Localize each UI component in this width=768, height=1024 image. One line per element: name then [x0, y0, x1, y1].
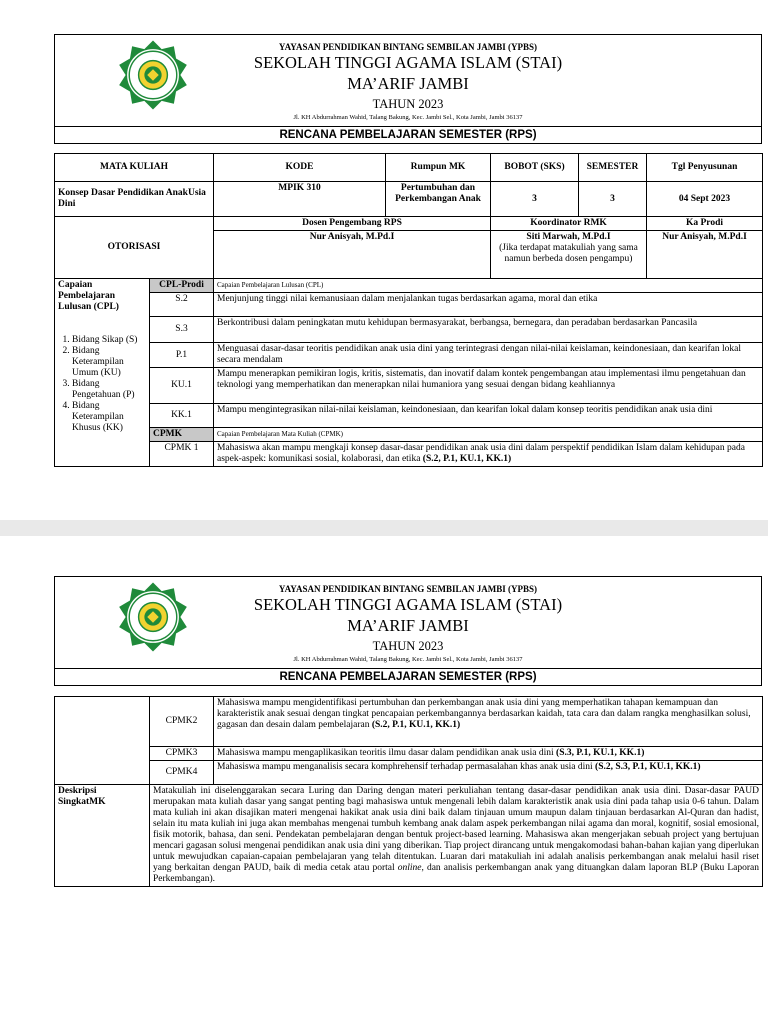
- address: Jl. KH Abdurrahman Wahid, Talang Bakung, Kec. Jambi Sel., Kota Jambi, Jambi 36137: [293, 656, 523, 663]
- deskripsi-label: Deskripsi SingkatMK: [55, 785, 150, 887]
- course-rumpun: Pertumbuhan dan Perkembangan Anak: [386, 182, 491, 217]
- koordinator-cell: [491, 231, 647, 279]
- cpl-text: Mampu mengintegrasikan nilai-nilai keislaman, keindonesiaan, dan kearifan lokal dalam konsep teoritis pendidikan anak usia dini: [214, 404, 763, 428]
- cpl-code: S.2: [150, 293, 214, 317]
- year-label: TAHUN 2023: [372, 639, 444, 653]
- cpl-text: Menguasai dasar-dasar teoritis pendidikan anak usia dini yang terintegrasi dengan nilai-nilai keislaman, keindonesiaan, dan kearifan lokal secara mendalam: [214, 343, 763, 368]
- bidang-item: 3. Bidang Pengetahuan (P): [72, 379, 146, 401]
- cpl-prodi-desc: Capaian Pembelajaran Lulusan (CPL): [214, 279, 763, 293]
- cpmk-label: CPMK: [150, 428, 214, 442]
- course-date: 04 Sept 2023: [647, 182, 763, 217]
- header-kode: KODE: [214, 154, 386, 182]
- cpmk-text-cell: [214, 761, 763, 785]
- cpmk-code: CPMK3: [150, 747, 214, 761]
- foundation-name: YAYASAN PENDIDIKAN BINTANG SEMBILAN JAMBI (YPBS): [278, 584, 538, 594]
- bidang-item: 1. Bidang Sikap (S): [72, 335, 146, 346]
- cpl-text: Menjunjung tinggi nilai kemanusiaan dalam menjalankan tugas berdasarkan agama, moral dan etika: [214, 293, 763, 317]
- dosen-name: Nur Anisyah, M.Pd.I: [214, 231, 491, 279]
- otorisasi-label: OTORISASI: [55, 217, 214, 279]
- empty-cell: [55, 697, 150, 785]
- koordinator-name: Siti Marwah, M.Pd.I: [526, 232, 611, 242]
- deskripsi-end: , dan analisis perkembangan anak yang dituangkan dalam laporan BLP (Buku Laporan Perkembangan).: [153, 863, 759, 884]
- school-subname: MA’ARIF JAMBI: [347, 616, 469, 635]
- course-code: MPIK 310: [214, 182, 386, 217]
- school-subname: MA’ARIF JAMBI: [347, 74, 469, 93]
- cpl-text: Mampu menerapkan pemikiran logis, kritis, sistematis, dan inovatif dalam kontek pengembangan atau implementasi ilmu pengetahuan dan teknologi yang memperhatikan dan menerapkan nilai humaniora yang sesuai dengan bidang keahliannya: [214, 368, 763, 404]
- foundation-name: YAYASAN PENDIDIKAN BINTANG SEMBILAN JAMBI (YPBS): [278, 42, 538, 52]
- cpl-prodi-label: CPL-Prodi: [150, 279, 214, 293]
- cpmk-code: CPMK 1: [150, 442, 214, 467]
- deskripsi-text: [150, 785, 763, 887]
- cpmk-text: Mahasiswa mampu mengidentifikasi pertumbuhan dan perkembangan anak usia dini yang memperhatikan tahapan kemampuan dan karakteristik anak sesuai dengan tingkat pencapaian perkembangannya berdasarkan kaidah, tata cara dan dalam rangka menghasilkan solusi, gagasan dan desain dalam pembelajaran: [217, 698, 751, 730]
- course-info-table: [54, 153, 763, 467]
- bidang-item: 4. Bidang Keterampilan Khusus (KK): [72, 401, 146, 434]
- letterhead: [54, 576, 762, 686]
- document-title: RENCANA PEMBELAJARAN SEMESTER (RPS): [55, 126, 761, 143]
- cpmk-ref: (S.3, P.1, KU.1, KK.1): [556, 748, 645, 758]
- course-name: Konsep Dasar Pendidikan AnakUsia Dini: [55, 182, 214, 217]
- cpl-code: P.1: [150, 343, 214, 368]
- document-title: RENCANA PEMBELAJARAN SEMESTER (RPS): [55, 668, 761, 685]
- cpl-code: S.3: [150, 317, 214, 343]
- cpmk-text-cell: [214, 747, 763, 761]
- header-semester: SEMESTER: [579, 154, 647, 182]
- cpmk-table: [54, 696, 763, 887]
- year-label: TAHUN 2023: [372, 97, 444, 111]
- school-name: SEKOLAH TINGGI AGAMA ISLAM (STAI): [253, 595, 563, 614]
- header-dosen: Dosen Pengembang RPS: [214, 217, 491, 231]
- cpmk-text-cell: [214, 442, 763, 467]
- letterhead: [54, 34, 762, 144]
- cpmk-text: Mahasiswa akan mampu mengkaji konsep dasar-dasar pendidikan anak usia dini dalam perspektif pendidikan Islam dalam kehidupan pada aspek-aspek: komunikasi sosial, kolaborasi, dan etika: [217, 443, 745, 464]
- header-mata-kuliah: MATA KULIAH: [55, 154, 214, 182]
- bidang-item: 2. Bidang Keterampilan Umum (KU): [72, 346, 146, 379]
- cpmk-text: Mahasiswa mampu menganalisis secara komphrehensif terhadap permasalahan khas anak usia dini: [217, 762, 593, 772]
- cpmk-code: CPMK4: [150, 761, 214, 785]
- cpl-code: KK.1: [150, 404, 214, 428]
- header-bobot: BOBOT (SKS): [491, 154, 579, 182]
- cpmk-ref: (S.2, P.1, KU.1, KK.1): [422, 454, 512, 464]
- cpmk-ref: (S.2, P.1, KU.1, KK.1): [371, 720, 461, 730]
- address: Jl. KH Abdurrahman Wahid, Talang Bakung, Kec. Jambi Sel., Kota Jambi, Jambi 36137: [293, 114, 523, 121]
- koordinator-note: (Jika terdapat matakuliah yang sama namun berbeda dosen pengampu): [499, 243, 638, 264]
- header-tgl: Tgl Penyusunan: [647, 154, 763, 182]
- header-koordinator: Koordinator RMK: [491, 217, 647, 231]
- cpmk-text-cell: [214, 697, 763, 747]
- cpl-label-cell: [55, 279, 150, 467]
- header-kaprodi: Ka Prodi: [647, 217, 763, 231]
- deskripsi-italic: online: [397, 863, 422, 873]
- cpmk-code: CPMK2: [150, 697, 214, 747]
- kaprodi-name: Nur Anisyah, M.Pd.I: [647, 231, 763, 279]
- deskripsi-main: Matakuliah ini diselenggarakan secara Luring dan Daring dengan materi perkuliahan tentang dasar-dasar pendidikan anak usia dini. Dasar-dasar PAUD merupakan mata kuliah dasar yang sangat penting bagi mahasiswa untuk mengenali lebih dalam karakteristik anak usia dini pada tahap usia 0-6 tahun. Dalam mata kuliah ini akan disajikan materi mengenai hakikat anak usia dini baik dalam tinjauan umum maupun dalam tinjauan berdasarkan Al-Quran dan hadist, selain itu mata kuliah ini juga akan membahas mengenai tumbuh kembang anak dalam aspek perkembangan nilai agama dan moral, kognitif, sosial emosional, fisik motorik, bahasa, dan seni. Pendekatan pembelajaran dengan bentuk project-based learning. Mahasiswa akan mengerjakan sebuah project yang bertujuan mencari gagasan solusi mengenai pendidikan anak usia dini yang diberikan. Tiap project dirancang untuk mengakomodasi bahan-bahan kajian yang diperlukan untuk mewujudkan capaian-capaian pembelajaran yang telah ditentukan. Luaran dari matakuliah ini adalah analisis perkembangan anak melalui hasil riset yang berkaitan dengan PAUD, baik di media cetak atau portal: [153, 786, 759, 873]
- header-rumpun: Rumpun MK: [386, 154, 491, 182]
- bidang-list: [58, 335, 146, 434]
- cpl-text: Berkontribusi dalam peningkatan mutu kehidupan bermasyarakat, berbangsa, bernegara, dan peradaban berdasarkan Pancasila: [214, 317, 763, 343]
- course-sks: 3: [491, 182, 579, 217]
- page-2: [0, 536, 768, 1024]
- course-semester: 3: [579, 182, 647, 217]
- cpmk-text: Mahasiswa mampu mengaplikasikan teoritis ilmu dasar dalam pendidikan anak usia dini: [217, 748, 554, 758]
- cpmk-ref: (S.2, S.3, P.1, KU.1, KK.1): [595, 762, 701, 772]
- school-name: SEKOLAH TINGGI AGAMA ISLAM (STAI): [253, 53, 563, 72]
- cpl-code: KU.1: [150, 368, 214, 404]
- cpmk-desc: Capaian Pembelajaran Mata Kuliah (CPMK): [214, 428, 763, 442]
- cpl-label: Capaian Pembelajaran Lulusan (CPL): [58, 280, 119, 312]
